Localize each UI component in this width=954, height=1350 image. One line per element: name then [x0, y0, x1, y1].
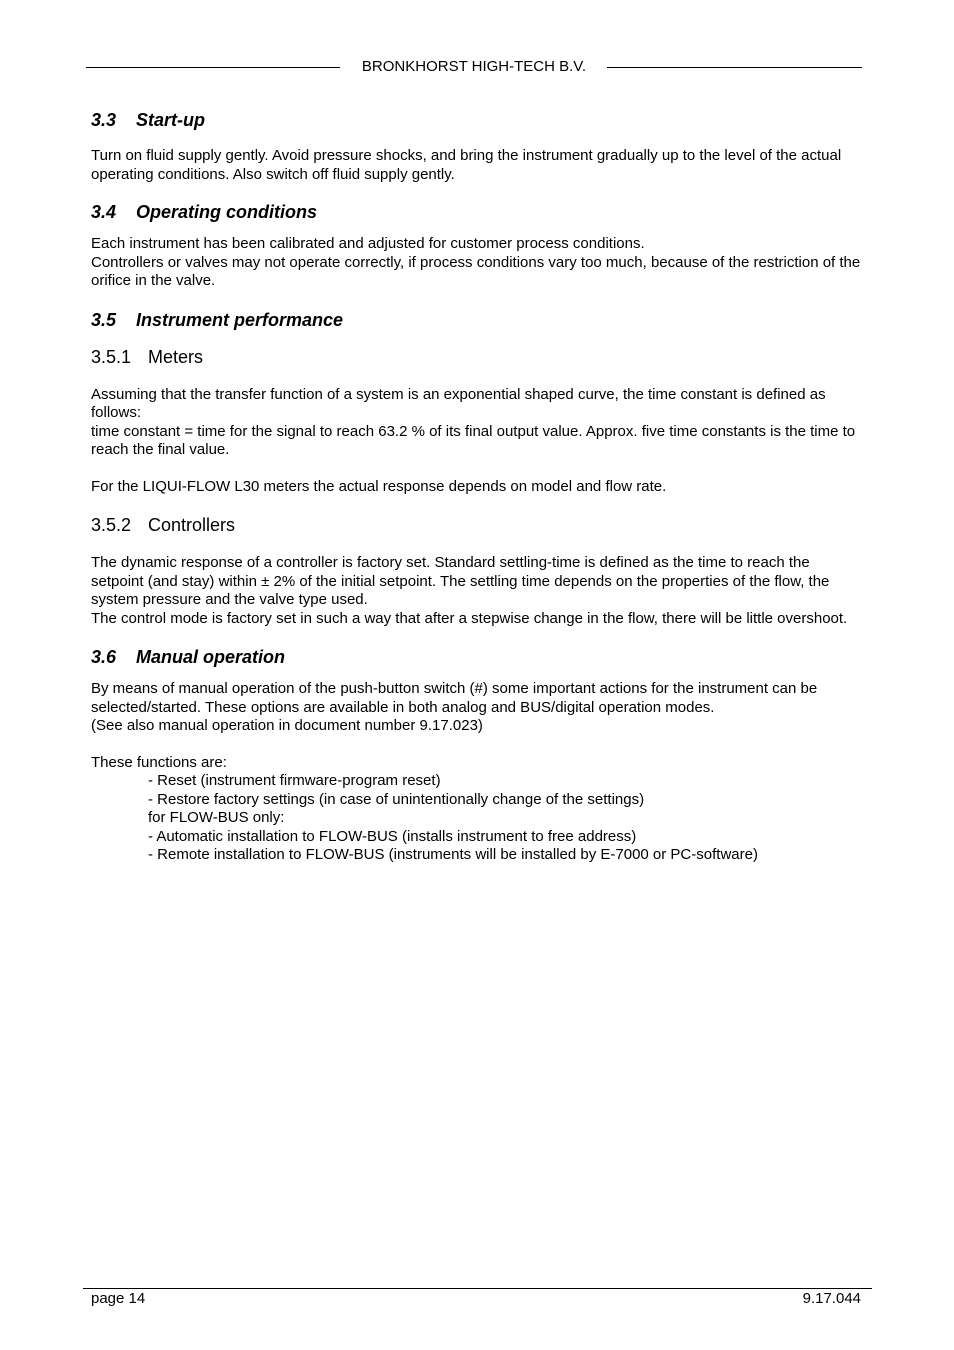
- list-item: - Restore factory settings (in case of unintentionally change of the settings): [148, 790, 645, 808]
- section-heading-start-up: 3.3 Start-up: [91, 110, 205, 130]
- controllers-paragraph-2: The control mode is factory set in such a way that after a stepwise change in the flow, there will be little overshoot.: [91, 609, 848, 627]
- section-instrument-performance: [91, 308, 866, 332]
- section-manual-operation: [91, 645, 866, 865]
- functions-intro: These functions are:: [91, 753, 227, 771]
- manual-operation-paragraph-1: By means of manual operation of the push-button switch (#) some important actions for the instrument can be selected/started. These options are available in both analog and BUS/digital operation modes.: [91, 680, 818, 716]
- section-operating-conditions: [91, 200, 866, 291]
- page-content: [91, 108, 866, 865]
- list-item: - Remote installation to FLOW-BUS (instruments will be installed by E-7000 or PC-software): [148, 846, 758, 863]
- document-number: 9.17.044: [802, 1290, 861, 1307]
- page-footer: [83, 1288, 872, 1314]
- meters-paragraph-2: time constant = time for the signal to reach 63.2 % of its final output value. Approx. five time constants is the time to reach the final value.: [91, 422, 856, 458]
- list-item: for FLOW-BUS only:: [148, 809, 285, 826]
- functions-list: [91, 772, 866, 865]
- section-heading-operating-conditions: 3.4 Operating conditions: [91, 202, 318, 222]
- subsection-meters: [91, 345, 866, 497]
- list-item: - Automatic installation to FLOW-BUS (installs instrument to free address): [148, 827, 637, 845]
- header-rule-right: [607, 67, 862, 68]
- footer-rule: [83, 1288, 872, 1289]
- section-start-up: [91, 108, 866, 184]
- subsection-heading-controllers: 3.5.2 Controllers: [91, 515, 236, 535]
- header-company: BRONKHORST HIGH-TECH B.V.: [361, 58, 587, 75]
- list-item: - Reset (instrument firmware-program reset): [148, 772, 441, 789]
- section-heading-instrument-performance: 3.5 Instrument performance: [91, 309, 344, 330]
- operating-conditions-line2: Controllers or valves may not operate correctly, if process conditions vary too much, because of the restriction of the orifice in the valve.: [91, 253, 861, 289]
- subsection-heading-meters: 3.5.1 Meters: [91, 346, 204, 367]
- operating-conditions-line1: Each instrument has been calibrated and adjusted for customer process conditions.: [91, 235, 645, 252]
- manual-operation-paragraph-2: (See also manual operation in document number 9.17.023): [91, 717, 483, 734]
- meters-paragraph-3: For the LIQUI-FLOW L30 meters the actual response depends on model and flow rate.: [91, 477, 667, 495]
- start-up-text: Turn on fluid supply gently. Avoid pressure shocks, and bring the instrument gradually up to the level of the actual operating conditions. Also switch off fluid supply gently.: [91, 147, 842, 183]
- subsection-controllers: [91, 513, 866, 628]
- page-header: [86, 57, 862, 77]
- page-number: page 14: [91, 1290, 146, 1307]
- meters-paragraph-1: Assuming that the transfer function of a system is an exponential shaped curve, the time constant is defined as follows:: [91, 385, 826, 421]
- section-heading-manual-operation: 3.6 Manual operation: [91, 647, 286, 667]
- controllers-paragraph-1: The dynamic response of a controller is factory set. Standard settling-time is defined as the time to reach the setpoint (and stay) within ± 2% of the initial setpoint. The settling time depends on the properties of the flow, the system pressure and the valve type used.: [91, 554, 830, 608]
